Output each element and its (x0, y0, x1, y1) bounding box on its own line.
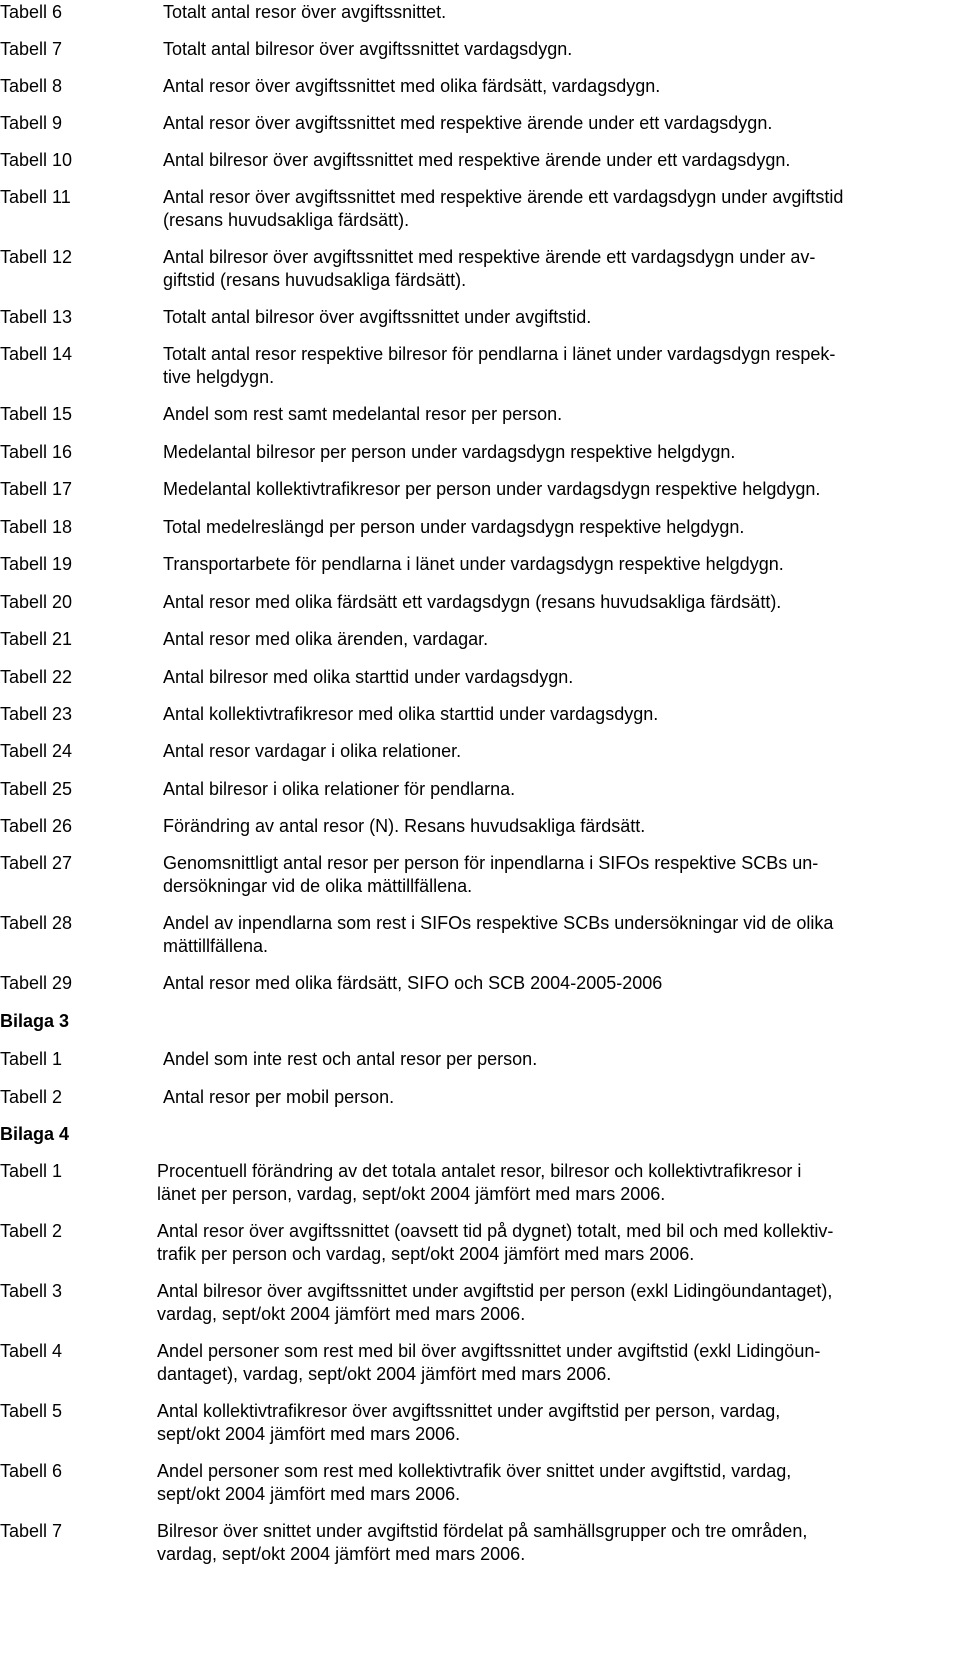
table-label: Tabell 3 (0, 1281, 63, 1301)
table-label: Tabell 27 (0, 853, 73, 873)
table-description: Andel personer som rest med kollektivtrafik över snittet under avgiftstid, vardag, sept/okt 2004 jämfört med mars 2006. (157, 1461, 792, 1504)
table-label: Tabell 23 (0, 704, 73, 724)
table-description: Medelantal kollektivtrafikresor per person under vardagsdygn respektive helgdygn. (163, 479, 821, 499)
table-description: Antal resor med olika ärenden, vardagar. (163, 629, 489, 649)
table-description: Antal resor över avgiftssnittet med respektive ärende under ett vardagsdygn. (163, 113, 773, 133)
table-description: Antal bilresor över avgiftssnittet med respektive ärende ett vardagsdygn under av- giftstid (resans huvudsakliga färdsätt). (163, 247, 816, 290)
table-description: Antal resor med olika färdsätt ett vardagsdygn (resans huvudsakliga färdsätt). (163, 592, 782, 612)
table-label: Tabell 8 (0, 76, 63, 96)
table-description: Antal resor med olika färdsätt, SIFO och SCB 2004-2005-2006 (163, 973, 663, 993)
table-label: Tabell 6 (0, 1461, 63, 1481)
table-description: Antal resor över avgiftssnittet med olika färdsätt, vardagsdygn. (163, 76, 661, 96)
table-label: Tabell 1 (0, 1049, 63, 1069)
table-description: Antal bilresor över avgiftssnittet med respektive ärende under ett vardagsdygn. (163, 150, 791, 170)
table-label: Tabell 19 (0, 554, 73, 574)
section-heading: Bilaga 4 (0, 1124, 70, 1144)
table-description: Andel som inte rest och antal resor per person. (163, 1049, 538, 1069)
table-description: Bilresor över snittet under avgiftstid fördelat på samhällsgrupper och tre områden, vardag, sept/okt 2004 jämfört med mars 2006. (157, 1521, 808, 1564)
table-label: Tabell 7 (0, 39, 63, 59)
table-label: Tabell 18 (0, 517, 73, 537)
table-description: Andel personer som rest med bil över avgiftssnittet under avgiftstid (exkl Lidingöun- dantaget), vardag, sept/okt 2004 jämfört med mars 2006. (157, 1341, 821, 1384)
table-description: Totalt antal bilresor över avgiftssnittet under avgiftstid. (163, 307, 592, 327)
table-description: Antal bilresor i olika relationer för pendlarna. (163, 779, 516, 799)
table-label: Tabell 11 (0, 187, 71, 207)
table-description: Medelantal bilresor per person under vardagsdygn respektive helgdygn. (163, 442, 736, 462)
table-description: Totalt antal resor respektive bilresor för pendlarna i länet under vardagsdygn respek- tive helgdygn. (163, 344, 836, 387)
table-description: Antal resor vardagar i olika relationer. (163, 741, 462, 761)
table-description: Totalt antal resor över avgiftssnittet. (163, 2, 447, 22)
table-description: Procentuell förändring av det totala antalet resor, bilresor och kollektivtrafikresor i länet per person, vardag, sept/okt 2004 jämfört med mars 2006. (157, 1161, 802, 1204)
table-label: Tabell 9 (0, 113, 63, 133)
table-label: Tabell 2 (0, 1087, 63, 1107)
table-description: Andel av inpendlarna som rest i SIFOs respektive SCBs undersökningar vid de olika mättillfällena. (163, 913, 834, 956)
table-description: Antal bilresor med olika starttid under vardagsdygn. (163, 667, 574, 687)
table-description: Antal bilresor över avgiftssnittet under avgiftstid per person (exkl Lidingöundantaget), vardag, sept/okt 2004 jämfört med mars 2006. (157, 1281, 833, 1324)
table-description: Transportarbete för pendlarna i länet under vardagsdygn respektive helgdygn. (163, 554, 784, 574)
table-label: Tabell 29 (0, 973, 73, 993)
table-label: Tabell 13 (0, 307, 73, 327)
table-description: Antal resor över avgiftssnittet med respektive ärende ett vardagsdygn under avgiftstid (resans huvudsakliga färdsätt). (163, 187, 844, 230)
section-heading: Bilaga 3 (0, 1011, 70, 1031)
table-label: Tabell 14 (0, 344, 73, 364)
table-label: Tabell 28 (0, 913, 73, 933)
table-label: Tabell 17 (0, 479, 73, 499)
table-label: Tabell 22 (0, 667, 73, 687)
table-label: Tabell 16 (0, 442, 73, 462)
table-label: Tabell 25 (0, 779, 73, 799)
table-label: Tabell 20 (0, 592, 73, 612)
table-label: Tabell 2 (0, 1221, 63, 1241)
table-description: Antal kollektivtrafikresor över avgiftssnittet under avgiftstid per person, vardag, sept/okt 2004 jämfört med mars 2006. (157, 1401, 781, 1444)
table-description: Total medelreslängd per person under vardagsdygn respektive helgdygn. (163, 517, 745, 537)
table-description: Förändring av antal resor (N). Resans huvudsakliga färdsätt. (163, 816, 646, 836)
table-label: Tabell 4 (0, 1341, 63, 1361)
table-label: Tabell 7 (0, 1521, 63, 1541)
table-label: Tabell 26 (0, 816, 73, 836)
table-label: Tabell 21 (0, 629, 73, 649)
table-label: Tabell 5 (0, 1401, 63, 1421)
table-label: Tabell 24 (0, 741, 73, 761)
table-label: Tabell 1 (0, 1161, 63, 1181)
table-label: Tabell 6 (0, 2, 63, 22)
table-label: Tabell 12 (0, 247, 73, 267)
table-label: Tabell 15 (0, 404, 73, 424)
table-description: Antal kollektivtrafikresor med olika starttid under vardagsdygn. (163, 704, 659, 724)
table-description: Antal resor över avgiftssnittet (oavsett tid på dygnet) totalt, med bil och med kollektiv- trafik per person och vardag, sept/okt 2004 jämfört med mars 2006. (157, 1221, 834, 1264)
table-description: Totalt antal bilresor över avgiftssnittet vardagsdygn. (163, 39, 573, 59)
table-description: Genomsnittligt antal resor per person för inpendlarna i SIFOs respektive SCBs un- dersökningar vid de olika mättillfällena. (163, 853, 819, 896)
table-description: Andel som rest samt medelantal resor per person. (163, 404, 563, 424)
table-label: Tabell 10 (0, 150, 73, 170)
table-description: Antal resor per mobil person. (163, 1087, 395, 1107)
